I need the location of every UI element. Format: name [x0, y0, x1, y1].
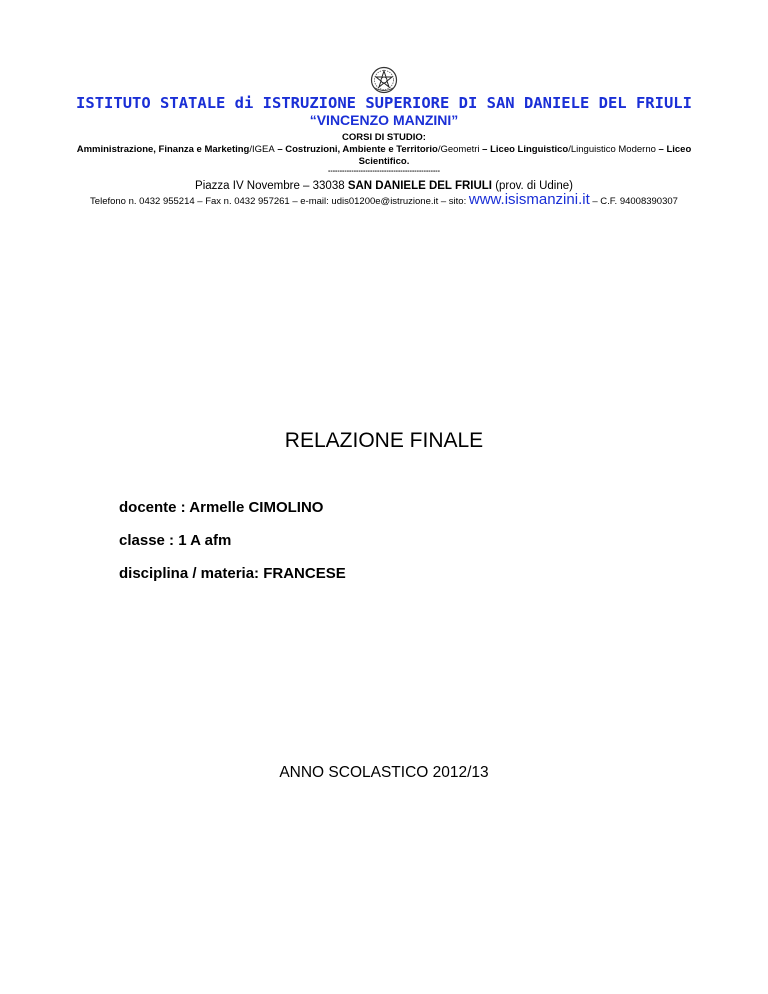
course-afm-alt: /IGEA: [249, 144, 275, 155]
address-street: Piazza IV Novembre – 33038: [195, 180, 348, 192]
courses-list: [64, 144, 704, 168]
teacher-line: docente : Armelle CIMOLINO: [119, 499, 324, 516]
contacts-cf: – C.F. 94008390307: [589, 196, 678, 207]
courses-title: CORSI DI STUDIO:: [342, 132, 426, 143]
italian-republic-emblem-icon: [370, 66, 398, 94]
course-scientifico: Liceo Scientifico.: [358, 144, 692, 167]
course-linguistico-alt: /Linguistico Moderno: [568, 144, 656, 155]
course-separator: –: [479, 144, 491, 155]
report-info: [119, 499, 346, 598]
institute-subname: “VINCENZO MANZINI”: [309, 112, 459, 128]
contacts-phone-email: Telefono n. 0432 955214 – Fax n. 0432 957261 – e-mail: udis01200e@istruzione.it – sito:: [90, 196, 469, 207]
course-cat-alt: /Geometri: [437, 144, 480, 155]
school-year: ANNO SCOLASTICO 2012/13: [279, 764, 489, 781]
document-title: RELAZIONE FINALE: [284, 429, 484, 452]
course-cat: Costruzioni, Ambiente e Territorio: [285, 144, 438, 155]
address-province: (prov. di Udine): [492, 180, 573, 192]
subject-line: disciplina / materia: FRANCESE: [119, 565, 346, 582]
school-address: [60, 179, 708, 193]
institute-header: [60, 94, 708, 208]
address-city: SAN DANIELE DEL FRIULI: [347, 180, 492, 192]
course-separator: –: [655, 144, 667, 155]
institute-name: ISTITUTO STATALE di ISTRUZIONE SUPERIORE DI SAN DANIELE DEL FRIULI: [76, 94, 692, 112]
website-link[interactable]: www.isismanzini.it: [468, 191, 590, 208]
divider-dashes: ------------------------------------------------: [328, 168, 440, 175]
course-afm: Amministrazione, Finanza e Marketing: [76, 144, 250, 155]
course-linguistico: Liceo Linguistico: [490, 144, 569, 155]
school-contacts: [60, 193, 708, 208]
class-line: classe : 1 A afm: [119, 532, 232, 549]
course-separator: –: [274, 144, 286, 155]
